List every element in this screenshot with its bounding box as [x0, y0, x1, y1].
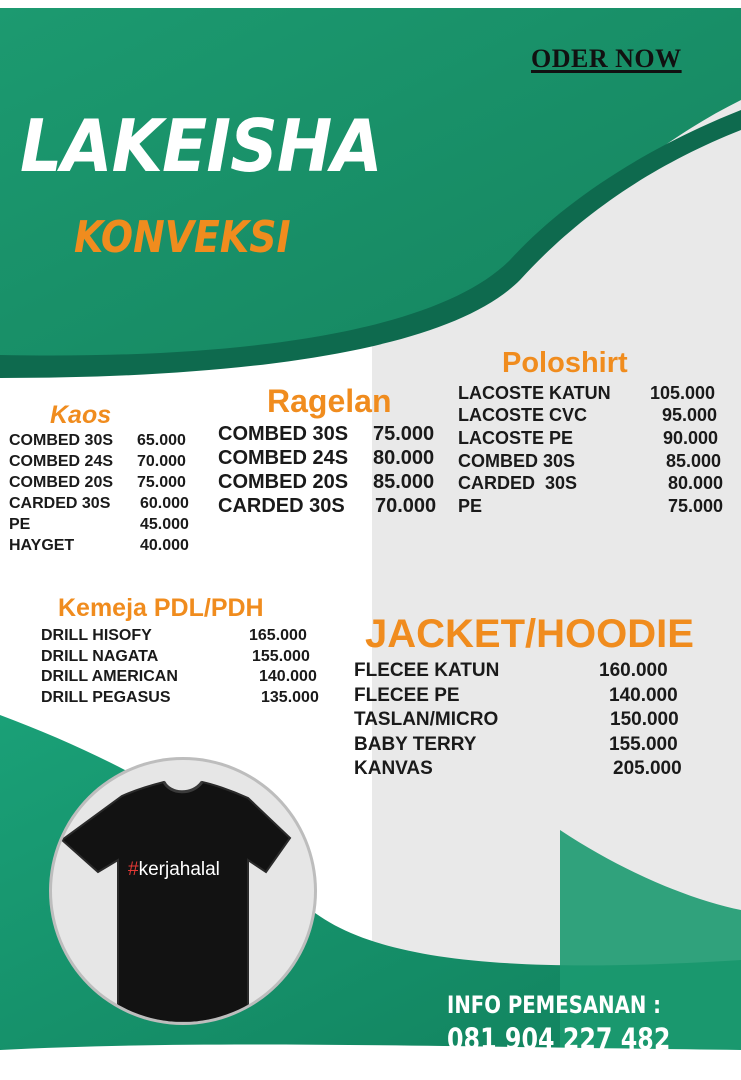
- list-item: [458, 383, 733, 405]
- kaos-list: [9, 432, 209, 562]
- item-name: COMBED 30S: [218, 423, 349, 445]
- item-price: 45.000: [140, 516, 189, 533]
- item-price: 80.000: [373, 447, 435, 469]
- item-name: DRILL AMERICAN: [41, 668, 178, 685]
- item-price: 140.000: [609, 685, 678, 706]
- item-price: 85.000: [373, 471, 435, 493]
- item-name: COMBED 24S: [9, 453, 114, 470]
- list-item: [41, 689, 331, 709]
- item-name: DRILL HISOFY: [41, 627, 152, 644]
- list-item: [218, 495, 443, 519]
- jacket-list: [354, 660, 699, 784]
- kaos-title: Kaos: [50, 401, 112, 429]
- kemeja-title: Kemeja PDL/PDH: [58, 594, 264, 622]
- list-item: [458, 496, 733, 518]
- list-item: [41, 627, 331, 647]
- order-info-label: INFO PEMESANAN :: [447, 991, 662, 1019]
- list-item: [458, 405, 733, 427]
- list-item: [354, 734, 699, 758]
- brand-title: LAKEISHA: [20, 104, 382, 188]
- tshirt-icon: [52, 760, 314, 1022]
- item-price: 165.000: [249, 627, 307, 644]
- item-name: COMBED 20S: [218, 471, 349, 493]
- item-price: 155.000: [609, 734, 678, 755]
- list-item: [218, 447, 443, 471]
- list-item: [354, 758, 699, 782]
- list-item: [218, 471, 443, 495]
- list-item: [458, 473, 733, 495]
- item-price: 60.000: [140, 495, 189, 512]
- item-name: CARDED 30S: [458, 473, 578, 493]
- item-name: BABY TERRY: [354, 734, 477, 755]
- list-item: [9, 516, 209, 536]
- ragelan-title: Ragelan: [267, 383, 392, 419]
- item-name: COMBED 30S: [9, 432, 114, 449]
- item-name: PE: [458, 496, 483, 516]
- list-item: [354, 660, 699, 684]
- list-item: [218, 423, 443, 447]
- item-price: 70.000: [137, 453, 186, 470]
- item-price: 105.000: [650, 383, 716, 403]
- list-item: [41, 648, 331, 668]
- item-price: 95.000: [662, 405, 718, 425]
- item-price: 65.000: [137, 432, 186, 449]
- jacket-title: JACKET/HOODIE: [365, 612, 694, 656]
- item-name: COMBED 30S: [458, 451, 576, 471]
- list-item: [354, 685, 699, 709]
- ragelan-list: [218, 423, 443, 523]
- item-name: LACOSTE PE: [458, 428, 574, 448]
- item-price: 40.000: [140, 537, 189, 554]
- hashtag-symbol: #: [128, 859, 139, 880]
- item-name: DRILL PEGASUS: [41, 689, 171, 706]
- item-price: 140.000: [259, 668, 317, 685]
- item-price: 155.000: [252, 648, 310, 665]
- item-price: 90.000: [663, 428, 719, 448]
- item-name: COMBED 20S: [9, 474, 114, 491]
- item-price: 85.000: [666, 451, 722, 471]
- list-item: [41, 668, 331, 688]
- item-name: FLECEE PE: [354, 685, 460, 706]
- item-price: 80.000: [668, 473, 724, 493]
- item-price: 160.000: [599, 660, 668, 681]
- list-item: [9, 474, 209, 494]
- shirt-hashtag: [128, 859, 220, 881]
- brand-subtitle: KONVEKSI: [74, 212, 291, 263]
- item-name: DRILL NAGATA: [41, 648, 159, 665]
- order-phone: 081 904 227 482: [447, 1022, 671, 1056]
- item-name: HAYGET: [9, 537, 75, 554]
- list-item: [458, 451, 733, 473]
- item-price: 75.000: [668, 496, 724, 516]
- item-name: KANVAS: [354, 758, 433, 779]
- kemeja-list: [41, 627, 331, 713]
- tshirt-photo-frame: [52, 760, 314, 1022]
- list-item: [9, 537, 209, 557]
- item-name: LACOSTE KATUN: [458, 383, 611, 403]
- list-item: [354, 709, 699, 733]
- item-price: 135.000: [261, 689, 319, 706]
- item-name: CARDED 30S: [218, 495, 345, 517]
- item-price: 70.000: [375, 495, 437, 517]
- top-white-strip: [0, 0, 741, 8]
- item-name: LACOSTE CVC: [458, 405, 588, 425]
- item-name: FLECEE KATUN: [354, 660, 500, 681]
- list-item: [9, 453, 209, 473]
- order-now-label: ODER NOW: [531, 44, 682, 73]
- list-item: [9, 432, 209, 452]
- poloshirt-title: Poloshirt: [502, 347, 628, 379]
- poloshirt-list: [458, 383, 733, 519]
- list-item: [458, 428, 733, 450]
- item-name: PE: [9, 516, 31, 533]
- item-price: 75.000: [137, 474, 186, 491]
- item-price: 75.000: [373, 423, 435, 445]
- item-name: CARDED 30S: [9, 495, 111, 512]
- item-name: COMBED 24S: [218, 447, 349, 469]
- item-price: 205.000: [613, 758, 682, 779]
- list-item: [9, 495, 209, 515]
- item-price: 150.000: [610, 709, 679, 730]
- hashtag-text: kerjahalal: [138, 859, 220, 880]
- item-name: TASLAN/MICRO: [354, 709, 499, 730]
